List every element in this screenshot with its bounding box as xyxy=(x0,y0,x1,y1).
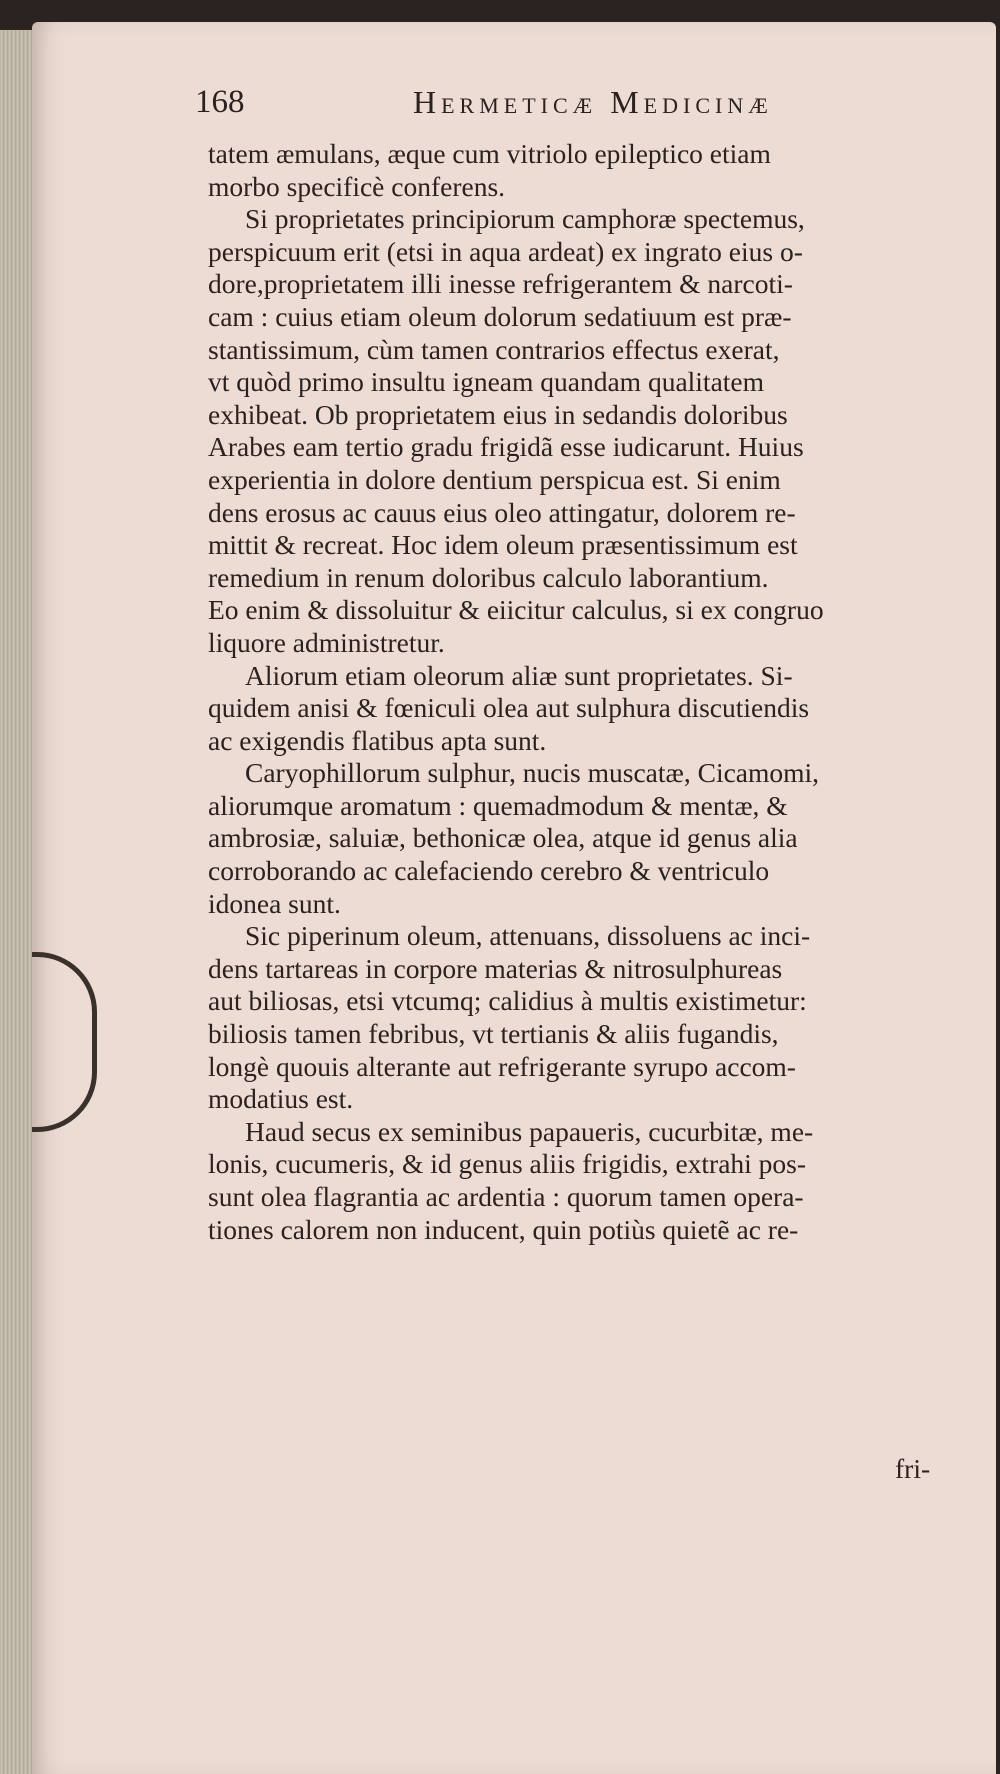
text-line: remedium in renum doloribus calculo laborantium. xyxy=(208,561,769,593)
text-line: Sic piperinum oleum, attenuans, dissoluens ac inci- xyxy=(245,920,811,952)
text-line: dens erosus ac cauus eius oleo attingatur, dolorem re- xyxy=(208,496,796,528)
text-line: Si proprietates principiorum camphoræ spectemus, xyxy=(245,203,805,235)
text-line: lonis, cucumeris, & id genus aliis frigidis, extrahi pos- xyxy=(208,1148,807,1180)
text-line: tiones calorem non inducent, quin potiùs quietẽ ac re- xyxy=(208,1213,799,1245)
text-line: modatius est. xyxy=(208,1083,354,1115)
text-line: Eo enim & dissoluitur & eiicitur calculus, si ex congruo xyxy=(208,594,824,626)
page-number: 168 xyxy=(195,84,245,120)
body-text xyxy=(208,138,954,1246)
text-line: Aliorum etiam oleorum aliæ sunt proprietates. Si- xyxy=(245,659,793,691)
text-line: quidem anisi & fœniculi olea aut sulphura discutiendis xyxy=(208,692,810,724)
text-line: ambrosiæ, saluiæ, bethonicæ olea, atque id genus alia xyxy=(208,822,798,854)
text-line: dore,proprietatem illi inesse refrigerantem & narcoti- xyxy=(208,268,793,300)
running-title: Hermeticæ Medicinæ xyxy=(413,84,773,120)
page-clip xyxy=(32,952,97,1132)
text-line: stantissimum, cùm tamen contrarios effectus exerat, xyxy=(208,333,780,365)
text-line: corroborando ac calefaciendo cerebro & ventriculo xyxy=(208,855,770,887)
text-line: aut biliosas, etsi vtcumq; calidius à multis existimetur: xyxy=(208,985,807,1017)
text-line: vt quòd primo insultu igneam quandam qualitatem xyxy=(208,366,765,398)
text-line: ac exigendis flatibus apta sunt. xyxy=(208,724,547,756)
text-line: perspicuum erit (etsi in aqua ardeat) ex ingrato eius o- xyxy=(208,235,803,267)
text-line: longè quouis alterante aut refrigerante syrupo accom- xyxy=(208,1050,796,1082)
text-line: liquore administretur. xyxy=(208,626,445,658)
text-line: idonea sunt. xyxy=(208,887,341,919)
text-line: experientia in dolore dentium perspicua est. Si enim xyxy=(208,463,781,495)
text-line: Caryophillorum sulphur, nucis muscatæ, Cicamomi, xyxy=(245,757,820,789)
text-line: Arabes eam tertio gradu frigidã esse iudicarunt. Huius xyxy=(208,431,804,463)
catchword: fri- xyxy=(895,1453,931,1484)
text-line: cam : cuius etiam oleum dolorum sedatiuum est præ- xyxy=(208,300,792,332)
text-line: morbo specificè conferens. xyxy=(208,170,506,202)
text-line: dens tartareas in corpore materias & nitrosulphureas xyxy=(208,952,783,984)
text-line: exhibeat. Ob proprietatem eius in sedandis doloribus xyxy=(208,398,788,430)
text-line: Haud secus ex seminibus papaueris, cucurbitæ, me- xyxy=(245,1115,814,1147)
text-line: sunt olea flagrantia ac ardentia : quorum tamen opera- xyxy=(208,1181,804,1212)
page-header xyxy=(195,84,915,124)
text-line: aliorumque aromatum : quemadmodum & mentæ, & xyxy=(208,789,788,821)
text-line: mittit & recreat. Hoc idem oleum præsentissimum est xyxy=(208,529,798,561)
text-line: tatem æmulans, æque cum vitriolo epileptico etiam xyxy=(208,138,771,169)
text-line: biliosis tamen febribus, vt tertianis & aliis fugandis, xyxy=(208,1018,779,1050)
